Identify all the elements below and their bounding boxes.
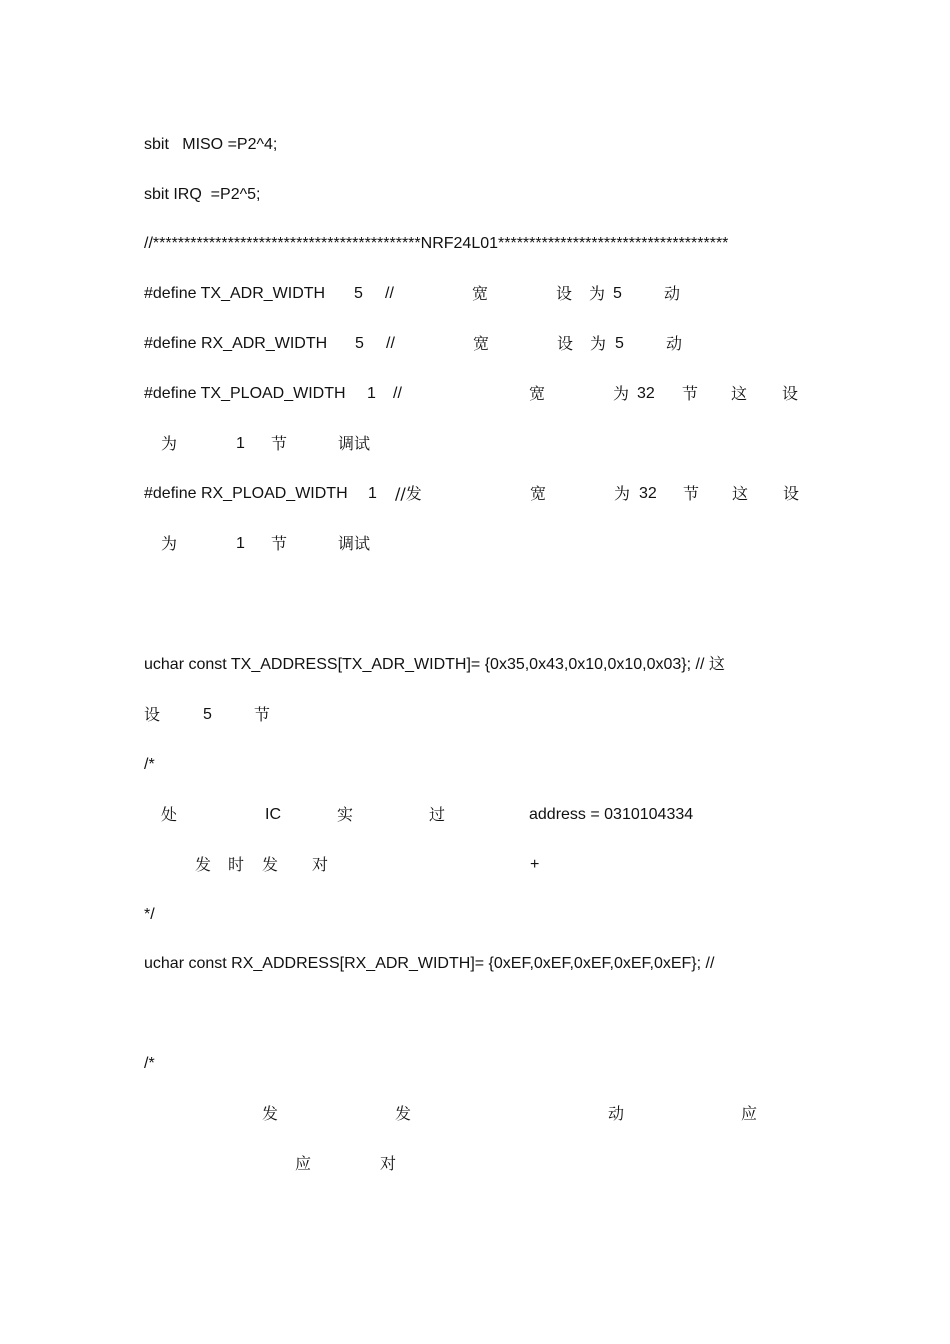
comment-char: 应 <box>741 1104 758 1123</box>
comment-char: 发 <box>262 855 279 874</box>
comment-address: address = 0310104334 <box>529 806 694 823</box>
define-value: 5 <box>355 335 364 352</box>
comment-char: 动 <box>608 1104 625 1123</box>
comment-char: 调试 <box>338 434 371 453</box>
comment-char: 应 <box>295 1154 312 1173</box>
define-value: 5 <box>354 285 363 302</box>
comment-plus: + <box>530 856 540 873</box>
code-line-rx-address: uchar const RX_ADDRESS[RX_ADR_WIDTH]= {0xEF,0xEF,0xEF,0xEF,0xEF}; // <box>144 955 715 972</box>
define-code: #define TX_ADR_WIDTH <box>144 285 326 302</box>
comment-char: 节 <box>271 534 288 553</box>
comment-value: 32 <box>639 485 657 502</box>
define-comment-mark: // <box>385 285 394 302</box>
comment-char: 设 <box>556 284 573 303</box>
comment-char: 为 <box>613 384 630 403</box>
comment-char: 处 <box>161 805 178 824</box>
comment-char: 宽 <box>530 484 547 503</box>
comment-value: 5 <box>613 285 622 302</box>
comment-char: 为 <box>590 334 607 353</box>
define-code: #define TX_PLOAD_WIDTH <box>144 385 346 402</box>
comment-char: 设 <box>782 384 799 403</box>
comment-char: 这 <box>731 384 748 403</box>
define-value: 1 <box>367 385 376 402</box>
comment-char: 动 <box>664 284 681 303</box>
define-comment-mark: // <box>386 335 395 352</box>
comment-char: 这 <box>732 484 749 503</box>
comment-char: 为 <box>614 484 631 503</box>
comment-char: 动 <box>666 334 683 353</box>
comment-char: 对 <box>380 1154 397 1173</box>
comment-char: 时 <box>228 855 245 874</box>
define-comment-mark: //发 <box>395 484 422 503</box>
comment-char: 发 <box>395 1104 412 1123</box>
comment-open: /* <box>144 756 155 773</box>
comment-char: 节 <box>254 705 271 724</box>
banner-comment: //*******************************************NRF24L01************************************* <box>144 235 729 252</box>
comment-char: 对 <box>312 855 329 874</box>
comment-char: 宽 <box>472 284 489 303</box>
comment-char: 为 <box>161 434 178 453</box>
comment-char: 节 <box>271 434 288 453</box>
comment-char: 节 <box>683 484 700 503</box>
comment-char: 宽 <box>473 334 490 353</box>
comment-char: 实 <box>337 805 354 824</box>
define-value: 1 <box>368 485 377 502</box>
comment-char: 设 <box>783 484 800 503</box>
comment-char: 为 <box>589 284 606 303</box>
comment-char: 发 <box>262 1104 279 1123</box>
comment-value: 1 <box>236 435 245 452</box>
comment-value: 32 <box>637 385 655 402</box>
comment-close: */ <box>144 906 155 923</box>
comment-value: 5 <box>203 706 212 723</box>
comment-char: 设 <box>144 705 161 724</box>
comment-open: /* <box>144 1055 155 1072</box>
comment-char: 为 <box>161 534 178 553</box>
comment-char: 过 <box>429 805 446 824</box>
comment-char: 宽 <box>529 384 546 403</box>
comment-char: 节 <box>682 384 699 403</box>
define-code: #define RX_ADR_WIDTH <box>144 335 328 352</box>
code-line-irq: sbit IRQ =P2^5; <box>144 186 261 203</box>
comment-word: IC <box>265 806 281 823</box>
define-code: #define RX_PLOAD_WIDTH <box>144 485 348 502</box>
comment-char: 调试 <box>338 534 371 553</box>
code-line-miso: sbit MISO =P2^4; <box>144 136 278 153</box>
comment-char: 发 <box>195 855 212 874</box>
comment-char: 设 <box>557 334 574 353</box>
define-comment-mark: // <box>393 385 402 402</box>
code-line-tx-address: uchar const TX_ADDRESS[TX_ADR_WIDTH]= {0x35,0x43,0x10,0x10,0x03}; // 这 <box>144 656 725 673</box>
comment-value: 1 <box>236 535 245 552</box>
comment-value: 5 <box>615 335 624 352</box>
